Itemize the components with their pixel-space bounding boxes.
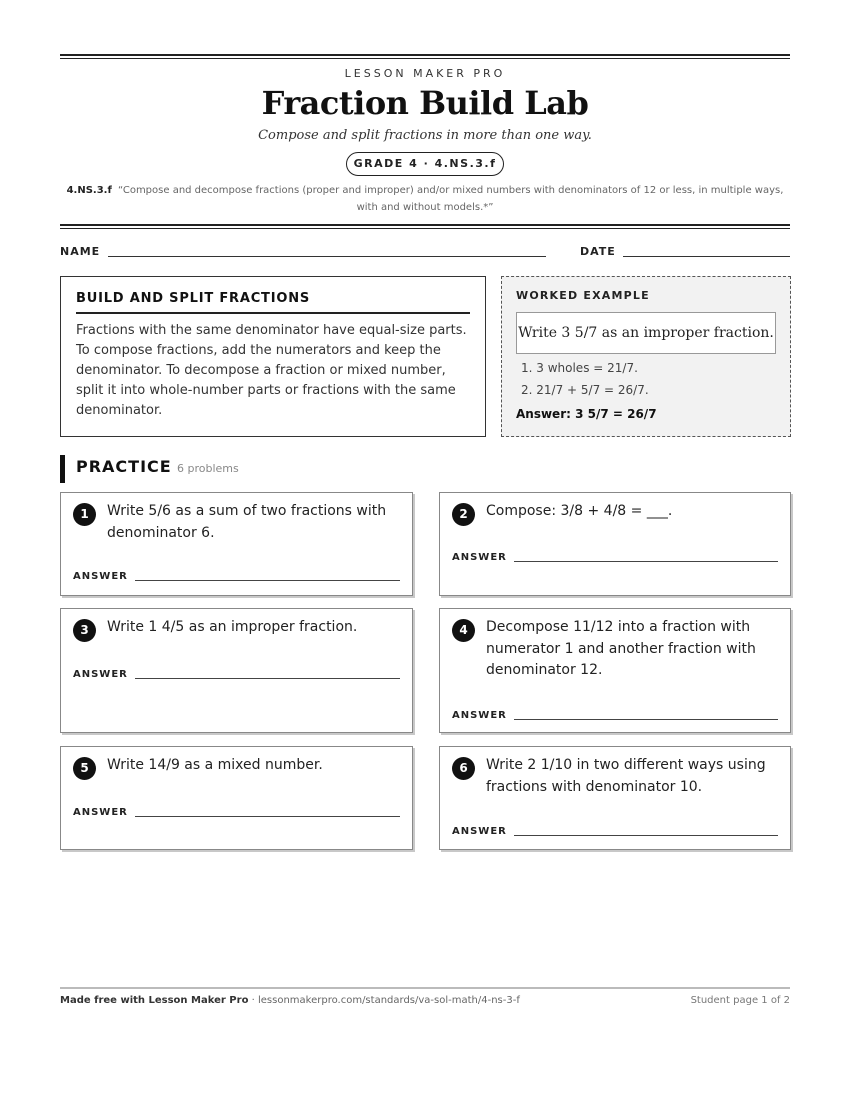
problem-number-badge: 6 (452, 757, 475, 780)
problem-text: Compose: 3/8 + 4/8 = ___. (486, 503, 673, 519)
problem-text: Decompose 11/12 into a fraction with numerator 1 and another fraction with denominator 12. (486, 619, 756, 678)
grade-badge: GRADE 4 · 4.NS.3.f (346, 152, 504, 176)
name-field[interactable] (108, 256, 546, 257)
problem-number-badge: 2 (452, 503, 475, 526)
answer-label: ANSWER (452, 710, 507, 721)
footer-url-link[interactable]: · lessonmakerpro.com/standards/va-sol-math/4-ns-3-f (248, 995, 520, 1006)
answer-field[interactable] (514, 561, 778, 562)
answer-field[interactable] (135, 580, 400, 581)
practice-count: 6 problems (177, 462, 239, 475)
standard-description (60, 182, 790, 216)
problem-number-badge: 3 (73, 619, 96, 642)
footer-credit (60, 995, 520, 1006)
problem-card-2 (439, 492, 791, 596)
worked-example-step: 1. 3 wholes = 21/7. (521, 361, 638, 375)
answer-field[interactable] (514, 719, 778, 720)
practice-heading: PRACTICE (76, 457, 172, 476)
footer-made-with: Made free with Lesson Maker Pro (60, 995, 249, 1006)
problem-card-4 (439, 608, 791, 733)
problem-number-badge: 5 (73, 757, 96, 780)
problem-text: Write 1 4/5 as an improper fraction. (107, 619, 358, 635)
problem-card-5 (60, 746, 413, 850)
footer-rule (60, 987, 790, 989)
brand-name: LESSON MAKER PRO (344, 67, 506, 80)
worked-example-step: 2. 21/7 + 5/7 = 26/7. (521, 383, 649, 397)
date-label: DATE (580, 245, 616, 258)
name-label: NAME (60, 245, 101, 258)
standard-text: “Compose and decompose fractions (proper and improper) and/or mixed numbers with denominators of 12 or less, in multiple ways, with and without models.*” (118, 185, 784, 213)
answer-label: ANSWER (73, 669, 128, 680)
problem-text: Write 2 1/10 in two different ways using fractions with denominator 10. (486, 757, 766, 795)
page-subtitle: Compose and split fractions in more than one way. (258, 128, 592, 143)
problem-card-1 (60, 492, 413, 596)
problem-number-badge: 4 (452, 619, 475, 642)
problem-card-6 (439, 746, 791, 850)
answer-field[interactable] (514, 835, 778, 836)
header-top-rule (60, 54, 790, 59)
problem-text: Write 14/9 as a mixed number. (107, 757, 323, 773)
answer-label: ANSWER (73, 807, 128, 818)
concept-box (60, 276, 486, 437)
answer-label: ANSWER (452, 552, 507, 563)
worked-example-box (501, 276, 791, 437)
page-title: Fraction Build Lab (261, 84, 589, 122)
problem-card-3 (60, 608, 413, 733)
worked-example-label: WORKED EXAMPLE (516, 289, 650, 302)
concept-title: BUILD AND SPLIT FRACTIONS (76, 291, 470, 314)
concept-body: Fractions with the same denominator have equal-size parts. To compose fractions, add the numerators and keep the denominator. To decompose a fraction or mixed number, split it into whole-number parts or fractions with the same denominator. (76, 323, 467, 418)
worked-example-answer: Answer: 3 5/7 = 26/7 (516, 407, 657, 421)
worksheet-page (60, 0, 790, 1100)
footer-page-number: Student page 1 of 2 (690, 995, 790, 1006)
answer-field[interactable] (135, 816, 400, 817)
worked-example-prompt: Write 3 5/7 as an improper fraction. (516, 312, 776, 354)
problem-number-badge: 1 (73, 503, 96, 526)
answer-label: ANSWER (73, 571, 128, 582)
date-field[interactable] (623, 256, 790, 257)
header-bottom-rule (60, 224, 790, 229)
standard-code: 4.NS.3.f (66, 185, 112, 196)
answer-label: ANSWER (452, 826, 507, 837)
answer-field[interactable] (135, 678, 400, 679)
problem-text: Write 5/6 as a sum of two fractions with denominator 6. (107, 503, 387, 541)
practice-accent-bar (60, 455, 65, 483)
